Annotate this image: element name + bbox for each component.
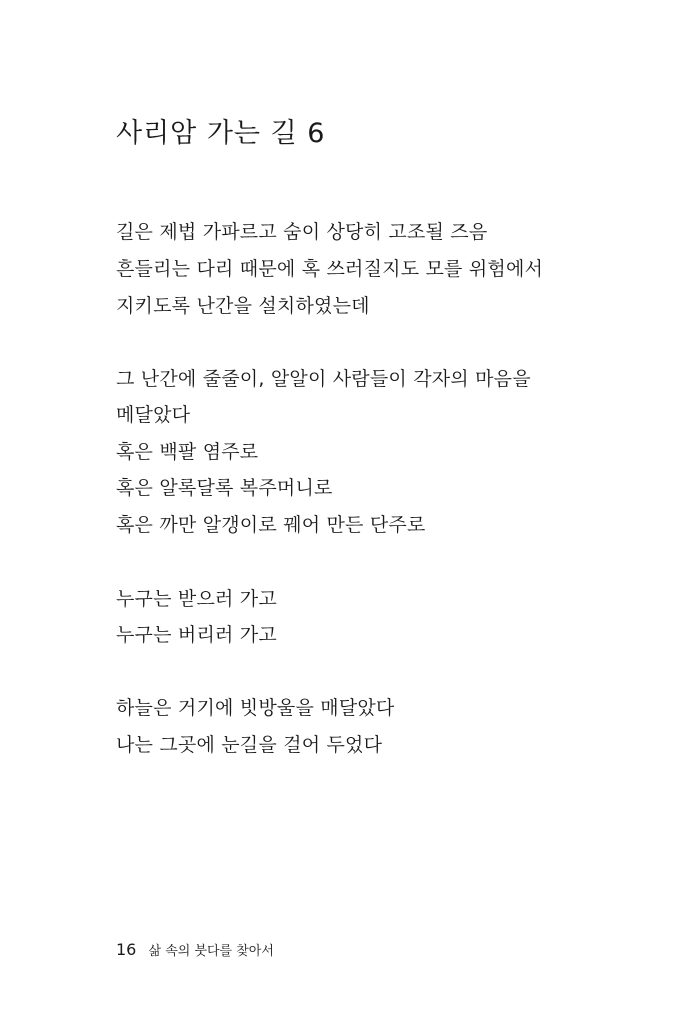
- running-book-title: 삶 속의 붓다를 찾아서: [148, 944, 274, 959]
- poem-line: 혹은 백팔 염주로: [116, 441, 259, 463]
- poem-line: 혹은 까만 알갱이로 꿰어 만든 단주로: [116, 514, 426, 536]
- poem-line: 그 난간에 줄줄이, 알알이 사람들이 각자의 마음을: [116, 368, 531, 390]
- poem-line: 길은 제법 가파르고 숨이 상당히 고조될 즈음: [116, 221, 488, 243]
- poem-line: 누구는 버리러 가고: [116, 624, 277, 646]
- poem-line: 혹은 알록달록 복주머니로: [116, 477, 333, 499]
- poem-line: 누구는 받으러 가고: [116, 588, 277, 610]
- poem-line: 나는 그곳에 눈길을 걸어 두었다: [116, 734, 383, 756]
- poem-line: 흔들리는 다리 때문에 혹 쓰러질지도 모를 위험에서: [116, 258, 544, 280]
- poem-line: 지키도록 난간을 설치하였는데: [116, 295, 370, 317]
- page-number: 16: [116, 940, 137, 959]
- poem-line: 메달았다: [116, 404, 191, 426]
- page-title: 사리암 가는 길 6: [116, 118, 326, 149]
- poem-line: 하늘은 거기에 빗방울을 매달았다: [116, 697, 395, 719]
- page-footer: [116, 940, 274, 962]
